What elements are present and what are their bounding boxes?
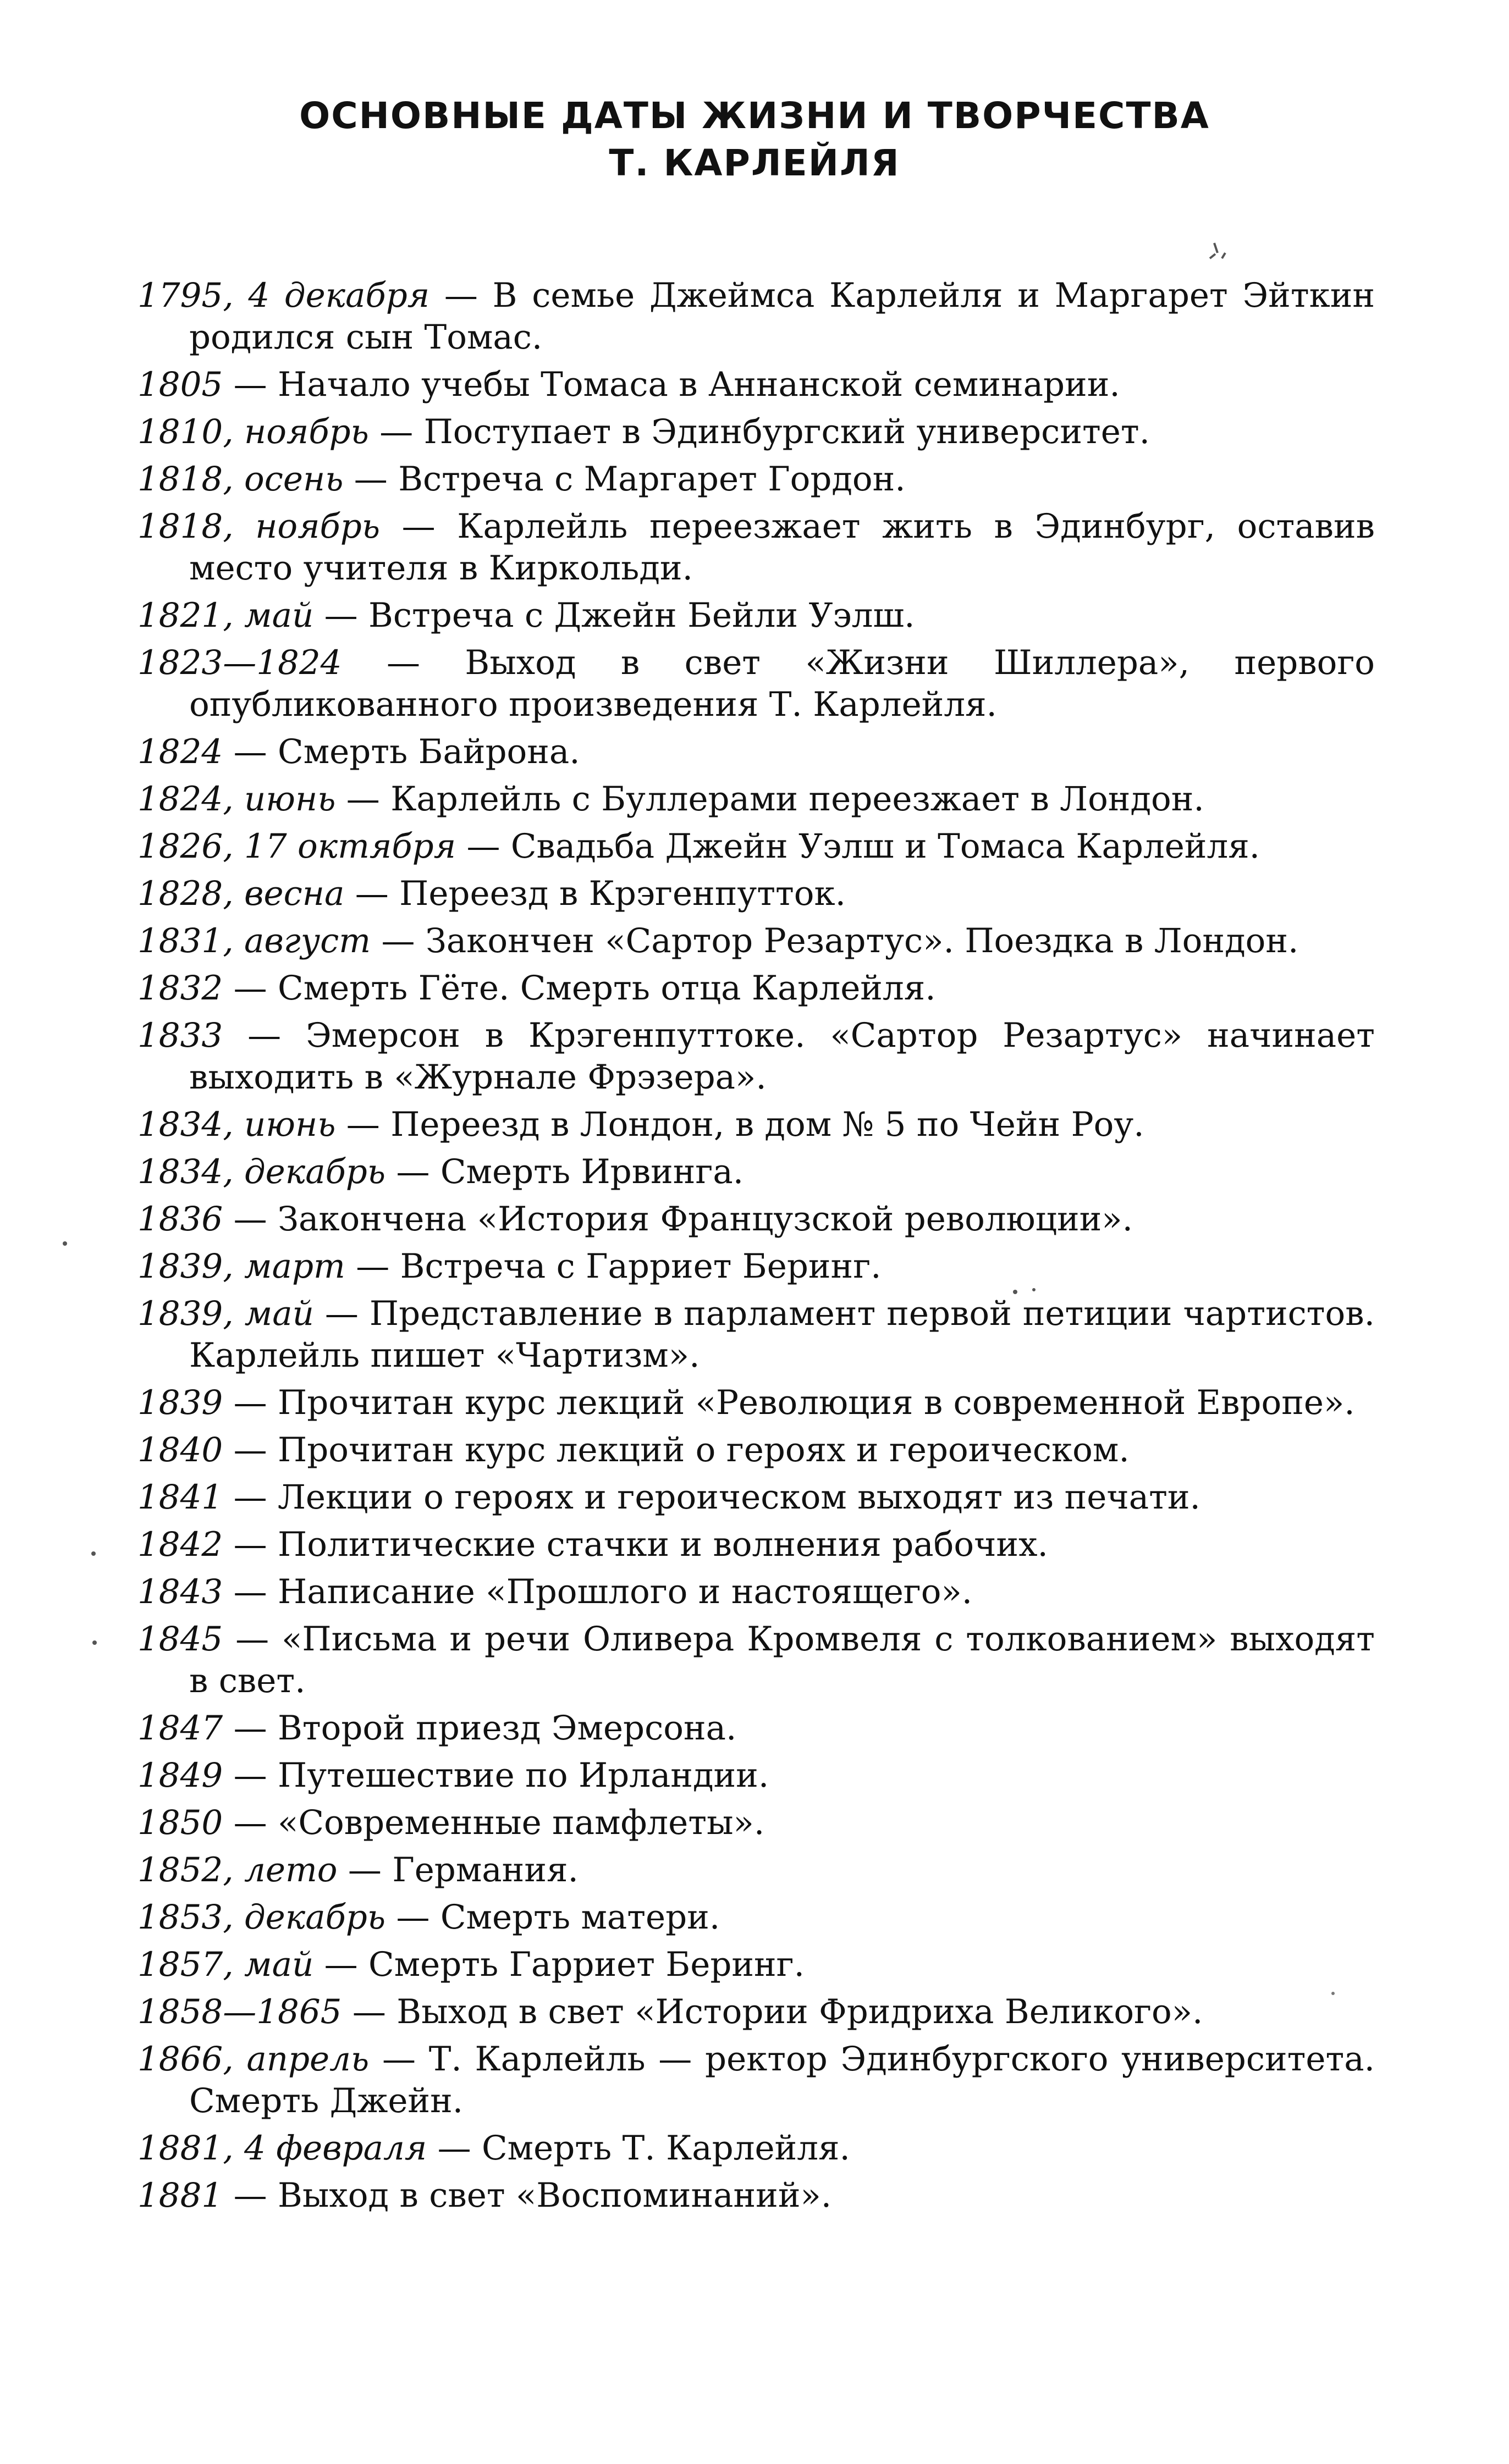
chronology-entry — [137, 2038, 1375, 2122]
entry-date: 1818, ноябрь — [137, 507, 381, 546]
entry-text: Написание «Прошлого и настоящего». — [278, 1572, 973, 1611]
chronology-entry — [137, 1524, 1375, 1566]
entry-separator: — — [444, 276, 478, 315]
entry-separator: — — [324, 1945, 358, 1984]
entry-text: Смерть Байрона. — [278, 732, 580, 771]
entry-text: Закончен «Сартор Резартус». Поездка в Лондон. — [425, 921, 1299, 960]
entry-separator: — — [382, 2040, 416, 2079]
entry-text: Смерть Ирвинга. — [440, 1152, 744, 1191]
entry-date: 1824, июнь — [137, 780, 336, 819]
chronology-entry — [137, 778, 1375, 820]
entry-text: Второй приезд Эмерсона. — [278, 1709, 737, 1748]
entry-date: 1810, ноябрь — [137, 412, 369, 451]
entry-date: 1857, май — [137, 1945, 314, 1984]
entry-separator: — — [247, 1016, 282, 1055]
entry-date: 1849 — [137, 1756, 223, 1795]
title-line-1: ОСНОВНЫЕ ДАТЫ ЖИЗНИ И ТВОРЧЕСТВА — [299, 95, 1210, 137]
entry-text: Т. Карлейль — ректор Эдинбургского университета. Смерть Джейн. — [189, 2040, 1375, 2120]
entry-date: 1826, 17 октября — [137, 827, 456, 866]
entry-separator: — — [235, 1620, 269, 1659]
entry-separator: — — [381, 921, 415, 960]
entry-date: 1845 — [137, 1620, 223, 1659]
entry-text: Закончена «История Французской революции». — [278, 1200, 1133, 1239]
entry-date: 1823—1824 — [137, 643, 342, 682]
entry-text: Смерть Т. Карлейля. — [482, 2129, 850, 2168]
entry-text: Лекции о героях и героическом выходят из печати. — [278, 1478, 1200, 1517]
entry-separator: — — [233, 1709, 267, 1748]
entry-separator: — — [233, 1478, 267, 1517]
chronology-entry — [137, 275, 1375, 358]
entry-separator: — — [233, 1572, 267, 1611]
entry-separator: — — [346, 1105, 380, 1144]
speck — [91, 1551, 96, 1556]
entry-separator: — — [233, 1756, 267, 1795]
entry-date: 1818, осень — [137, 460, 344, 499]
chronology-entry — [137, 1944, 1375, 1986]
entry-date: 1834, декабрь — [137, 1152, 386, 1191]
chronology-entry — [137, 968, 1375, 1009]
chronology-entry — [137, 1429, 1375, 1471]
chronology-entry — [137, 1151, 1375, 1193]
entry-text: «Современные памфлеты». — [278, 1803, 765, 1842]
entry-date: 1858—1865 — [137, 1992, 342, 2031]
entry-text: В семье Джеймса Карлейля и Маргарет Эйткин родился сын Томас. — [189, 276, 1375, 357]
entry-date: 1852, лето — [137, 1850, 338, 1890]
entry-date: 1881, 4 февраля — [137, 2129, 427, 2168]
chronology-entry — [137, 873, 1375, 915]
chronology-entry — [137, 364, 1375, 406]
entry-separator: — — [233, 732, 267, 771]
entry-separator: — — [379, 412, 414, 451]
chronology-entry — [137, 1198, 1375, 1240]
chronology-entry — [137, 1104, 1375, 1146]
entry-separator: — — [324, 596, 358, 635]
chronology-entry — [137, 826, 1375, 868]
chronology-entry — [137, 1293, 1375, 1377]
entry-text: Прочитан курс лекций «Революция в современной Европе». — [278, 1383, 1355, 1422]
entry-separator: — — [355, 874, 389, 913]
entry-text: Свадьба Джейн Уэлш и Томаса Карлейля. — [510, 827, 1260, 866]
entry-separator: — — [356, 1247, 390, 1286]
chronology-entry — [137, 595, 1375, 637]
entry-text: Смерть матери. — [440, 1898, 720, 1937]
entry-text: Встреча с Гарриет Беринг. — [400, 1247, 882, 1286]
entry-date: 1836 — [137, 1200, 223, 1239]
entry-date: 1840 — [137, 1430, 223, 1469]
entry-separator: — — [233, 2176, 267, 2215]
chronology-entry — [137, 731, 1375, 773]
entry-date: 1795, 4 декабря — [137, 276, 430, 315]
entry-text: Смерть Гёте. Смерть отца Карлейля. — [278, 969, 936, 1008]
entry-date: 1821, май — [137, 596, 314, 635]
entry-text: Выход в свет «Жизни Шиллера», первого опубликованного произведения Т. Карлейля. — [189, 643, 1375, 724]
chronology-entry — [137, 1802, 1375, 1844]
chronology-entry — [137, 506, 1375, 589]
entry-separator: — — [233, 365, 267, 404]
chronology-entry — [137, 1849, 1375, 1891]
entry-separator: — — [466, 827, 500, 866]
entry-date: 1843 — [137, 1572, 223, 1611]
entry-text: Переезд в Лондон, в дом № 5 по Чейн Роу. — [390, 1105, 1144, 1144]
entry-text: Выход в свет «Истории Фридриха Великого». — [396, 1992, 1203, 2031]
chronology-entry — [137, 1708, 1375, 1749]
entry-separator: — — [233, 1525, 267, 1564]
entry-date: 1841 — [137, 1478, 223, 1517]
entry-date: 1833 — [137, 1016, 223, 1055]
entry-text: Начало учебы Томаса в Аннанской семинарии. — [278, 365, 1120, 404]
entry-separator: — — [324, 1294, 359, 1333]
entry-text: Карлейль переезжает жить в Эдинбург, оставив место учителя в Киркольди. — [189, 507, 1375, 588]
entry-separator: — — [348, 1850, 382, 1890]
entry-text: Карлейль с Буллерами переезжает в Лондон. — [390, 780, 1204, 819]
entry-separator: — — [233, 1430, 267, 1469]
chronology-entry — [137, 1382, 1375, 1424]
entry-date: 1834, июнь — [137, 1105, 336, 1144]
entry-text: Встреча с Джейн Бейли Уэлш. — [368, 596, 915, 635]
entry-separator: — — [396, 1152, 430, 1191]
entry-date: 1839, май — [137, 1294, 314, 1333]
entry-separator: — — [386, 643, 420, 682]
entry-text: «Письма и речи Оливера Кромвеля с толкованием» выходят в свет. — [189, 1620, 1375, 1700]
entry-date: 1866, апрель — [137, 2040, 370, 2079]
chronology-entry — [137, 2175, 1375, 2217]
entry-date: 1824 — [137, 732, 223, 771]
entry-date: 1805 — [137, 365, 223, 404]
entry-date: 1831, август — [137, 921, 371, 960]
entry-text: Переезд в Крэгенпутток. — [399, 874, 846, 913]
chronology-entry — [137, 642, 1375, 726]
entry-text: Выход в свет «Воспоминаний». — [278, 2176, 832, 2215]
speck — [63, 1241, 67, 1246]
pencil-mark — [1210, 243, 1225, 258]
entry-date: 1839 — [137, 1383, 223, 1422]
chronology-entry — [137, 1246, 1375, 1288]
entry-date: 1853, декабрь — [137, 1898, 386, 1937]
title-line-2: Т. КАРЛЕЙЛЯ — [609, 142, 900, 184]
entry-text: Прочитан курс лекций о героях и героическом. — [278, 1430, 1130, 1469]
entry-separator: — — [233, 969, 267, 1008]
entry-separator: — — [401, 507, 436, 546]
entry-text: Поступает в Эдинбургский университет. — [423, 412, 1150, 451]
chronology-entry — [137, 458, 1375, 500]
chronology-entry — [137, 1991, 1375, 2033]
entry-separator: — — [352, 1992, 386, 2031]
entry-date: 1839, март — [137, 1247, 345, 1286]
chronology-entry — [137, 411, 1375, 453]
entry-text: Встреча с Маргарет Гордон. — [398, 460, 906, 499]
entry-text: Германия. — [392, 1850, 579, 1890]
entry-date: 1881 — [137, 2176, 223, 2215]
entry-text: Эмерсон в Крэгенпуттоке. «Сартор Резартус» начинает выходить в «Журнале Фрэзера». — [189, 1016, 1375, 1097]
entry-text: Представление в парламент первой петиции чартистов. Карлейль пишет «Чартизм». — [189, 1294, 1375, 1375]
entry-separator: — — [354, 460, 388, 499]
entry-date: 1847 — [137, 1709, 223, 1748]
entry-date: 1832 — [137, 969, 223, 1008]
speck — [92, 1640, 97, 1645]
chronology-entry — [137, 2128, 1375, 2169]
entry-separator: — — [437, 2129, 471, 2168]
entry-text: Путешествие по Ирландии. — [278, 1756, 769, 1795]
chronology-entry — [137, 1755, 1375, 1797]
chronology-list — [137, 275, 1375, 2222]
chronology-entry — [137, 1571, 1375, 1613]
chronology-entry — [137, 1015, 1375, 1098]
entry-text: Смерть Гарриет Беринг. — [368, 1945, 805, 1984]
page-title — [0, 92, 1509, 187]
entry-date: 1828, весна — [137, 874, 345, 913]
entry-separator: — — [233, 1383, 267, 1422]
chronology-entry — [137, 1618, 1375, 1702]
entry-separator: — — [233, 1200, 267, 1239]
chronology-entry — [137, 1477, 1375, 1518]
entry-separator: — — [346, 780, 380, 819]
chronology-entry — [137, 920, 1375, 962]
entry-date: 1842 — [137, 1525, 223, 1564]
chronology-entry — [137, 1897, 1375, 1938]
entry-separator: — — [396, 1898, 430, 1937]
entry-text: Политические стачки и волнения рабочих. — [278, 1525, 1048, 1564]
entry-date: 1850 — [137, 1803, 223, 1842]
entry-separator: — — [233, 1803, 267, 1842]
